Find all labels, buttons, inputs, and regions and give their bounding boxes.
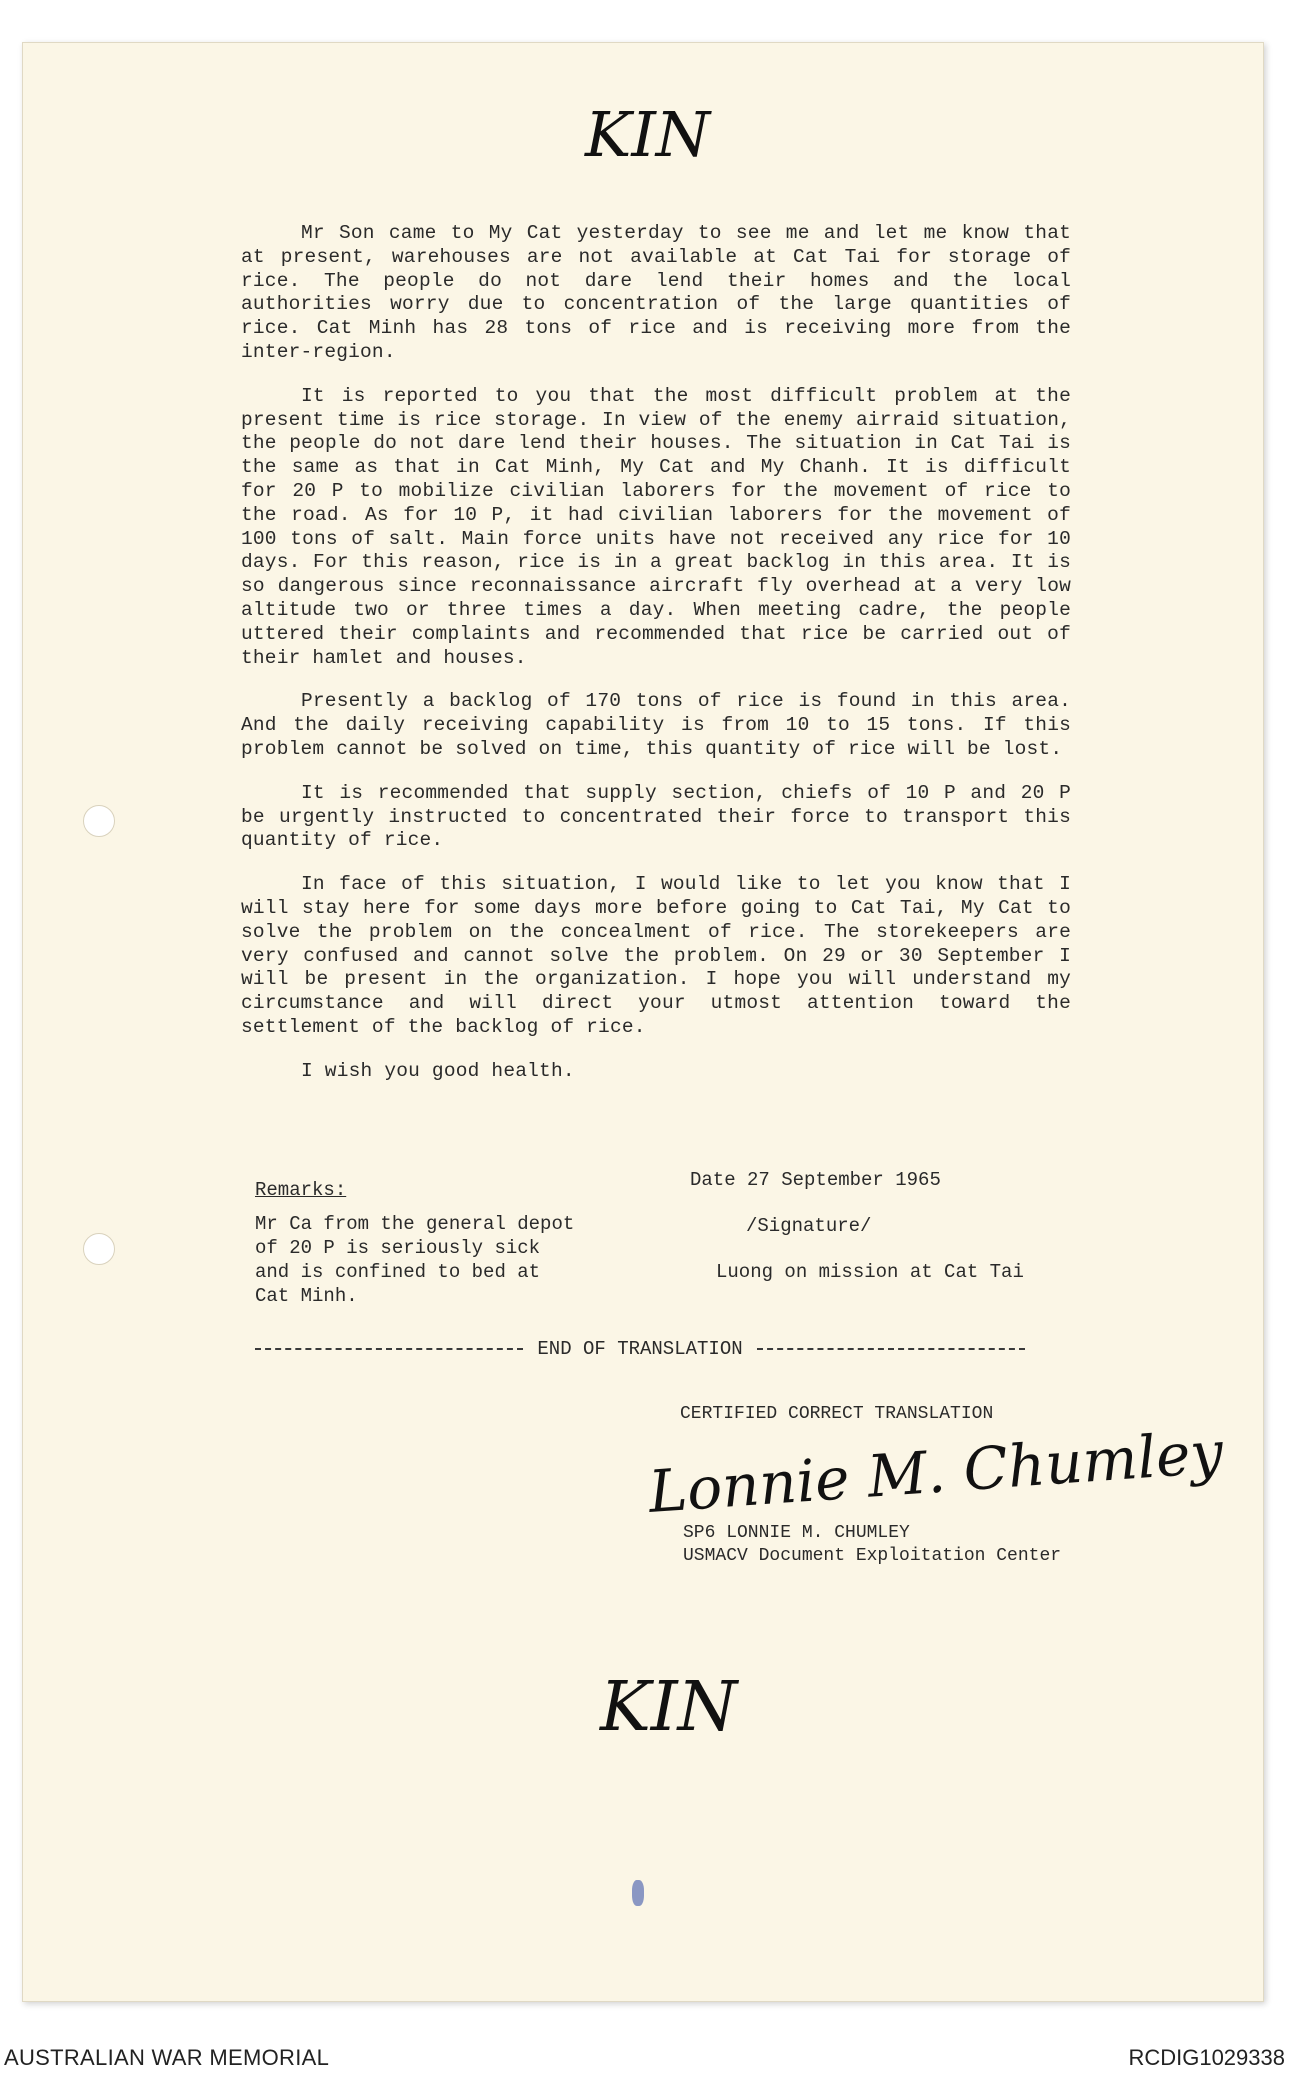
signature-block: [690, 1168, 1070, 1284]
punch-hole: [83, 805, 115, 837]
end-of-translation-label: END OF TRANSLATION: [537, 1338, 743, 1360]
remarks-section: [255, 1178, 585, 1308]
signer-line: Luong on mission at Cat Tai: [716, 1261, 1024, 1283]
translator-unit: USMACV Document Exploitation Center: [683, 1546, 1062, 1566]
closing-line: I wish you good health.: [301, 1059, 575, 1082]
dashed-rule: [255, 1348, 523, 1350]
certification-label: CERTIFIED CORRECT TRANSLATION: [680, 1404, 994, 1424]
punch-hole: [83, 1233, 115, 1265]
remarks-label: Remarks:: [255, 1179, 347, 1201]
handwritten-stamp-top: KIN: [585, 98, 711, 171]
paragraph: Presently a backlog of 170 tons of rice is found in this area. And the daily receiving capability is from 10 to 15 tons. If this problem cannot be solved on time, this quantity of rice will be lost.: [241, 690, 1071, 760]
paragraph: It is recommended that supply section, chiefs of 10 P and 20 P be urgently instructed to concentrated their force to transport this quantity of rice.: [241, 781, 1071, 852]
letter-body: [241, 222, 1071, 1104]
signature-placeholder: /Signature/: [746, 1215, 872, 1237]
paragraph: It is reported to you that the most difficult problem at the present time is rice storage. In view of the enemy airraid situation, the people do not dare lend their houses. The situation in Cat Tai is the same as that in Cat Minh, My Cat and My Chanh. It is difficult for 20 P to mobilize civilian laborers for the movement of rice to the road. As for 10 P, it had civilian laborers for the movement of 100 tons of salt. Main force units have not received any rice for 10 days. For this reason, rice is in a great backlog in this area. It is so dangerous since reconnaissance aircraft fly overhead at a very low altitude two or three times a day. When meeting cadre, the people uttered their complaints and recommended that rice be carried out of their hamlet and houses.: [241, 384, 1071, 669]
end-of-translation-line: [255, 1338, 1025, 1360]
remarks-text: Mr Ca from the general depot of 20 P is seriously sick and is confined to bed at Cat Minh.: [255, 1213, 575, 1307]
translator-block: [683, 1522, 1061, 1568]
paragraph: Mr Son came to My Cat yesterday to see me and let me know that at present, warehouses are not available at Cat Tai for storage of rice. The people do not dare lend their homes and the local authorities worry due to concentration of the large quantities of rice. Cat Minh has 28 tons of rice and is receiving more from the inter-region.: [241, 222, 1071, 363]
paragraph: In face of this situation, I would like to let you know that I will stay here for some days more before going to Cat Tai, My Cat to solve the problem on the concealment of rice. The storekeepers are very confused and cannot solve the problem. On 29 or 30 September I will be present in the organization. I hope you will understand my circumstance and will direct your utmost attention toward the settlement of the backlog of rice.: [241, 873, 1071, 1038]
letter-date: Date 27 September 1965: [690, 1169, 941, 1191]
handwritten-stamp-bottom: KIN: [600, 1668, 738, 1747]
translator-handwritten-signature: Lonnie M. Chumley: [646, 1418, 1226, 1526]
dashed-rule: [757, 1348, 1025, 1350]
ink-stain: [632, 1880, 644, 1906]
footer-institution: AUSTRALIAN WAR MEMORIAL: [4, 2045, 330, 2070]
translator-name: SP6 LONNIE M. CHUMLEY: [683, 1523, 910, 1543]
footer-catalog-id: RCDIG1029338: [1128, 2045, 1285, 2070]
